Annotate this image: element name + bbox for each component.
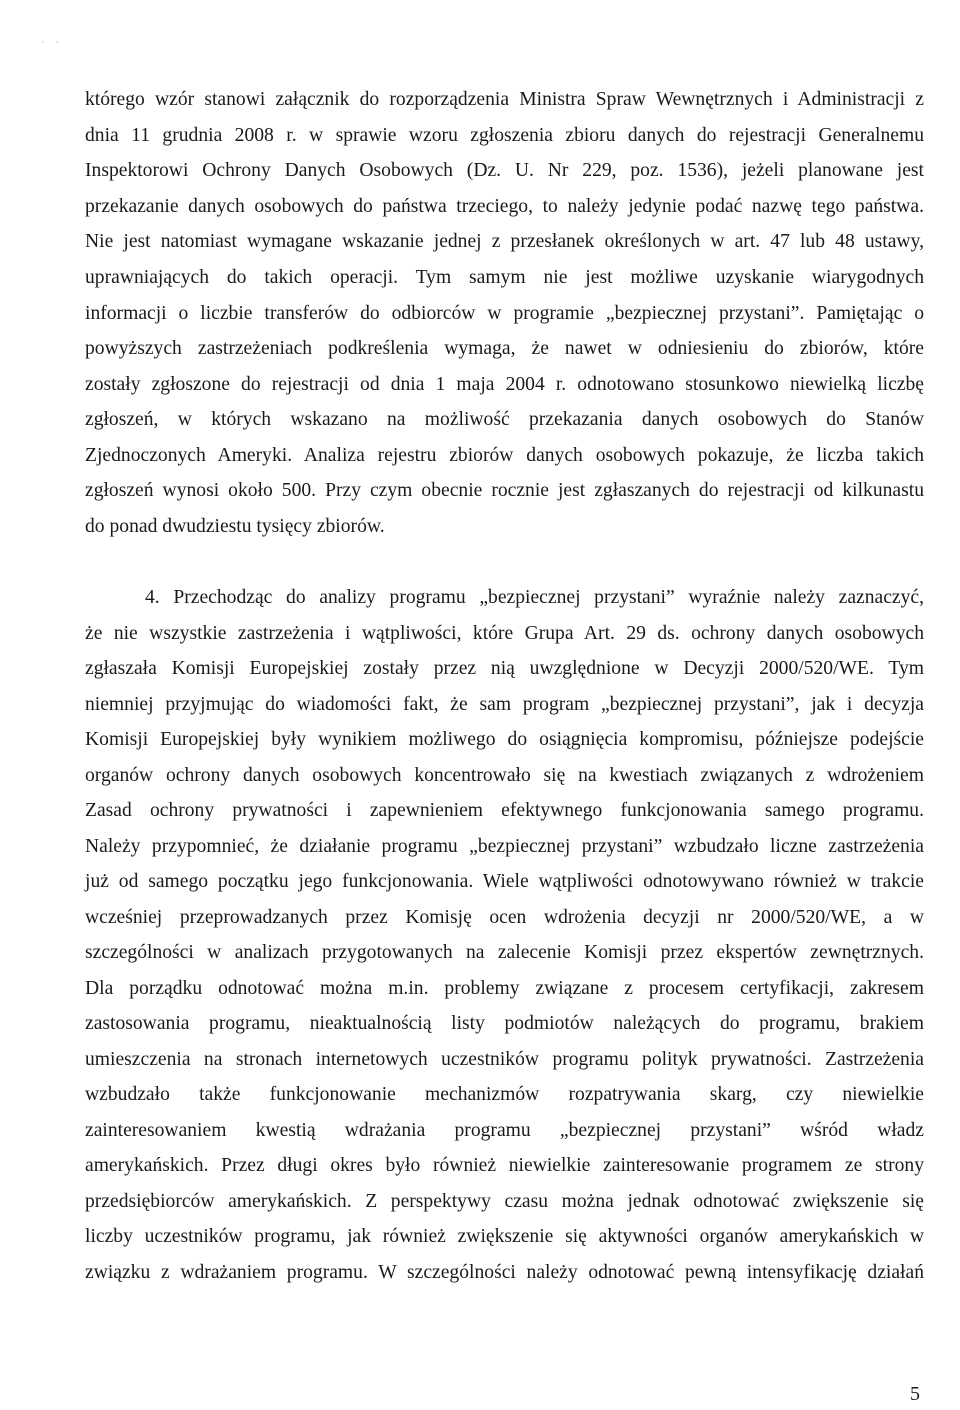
text-line: amerykańskich. Przez długi okres było również niewielkie zainteresowanie programem ze strony xyxy=(85,1155,924,1176)
text-line: zgłaszała Komisji Europejskiej zostały przez nią uwzględnione w Decyzji 2000/520/WE. Tym xyxy=(85,658,924,679)
text-line: przedsiębiorców amerykańskich. Z perspektywy czasu można jednak odnotować zwiększenie się xyxy=(85,1191,924,1212)
text-line: uprawniających do takich operacji. Tym samym nie jest możliwe uzyskanie wiarygodnych xyxy=(85,267,924,288)
text-line: zgłoszeń, w których wskazano na możliwość przekazania danych osobowych do Stanów xyxy=(85,409,924,430)
text-line: którego wzór stanowi załącznik do rozporządzenia Ministra Spraw Wewnętrznych i Administracji z xyxy=(85,89,924,110)
text-line: dnia 11 grudnia 2008 r. w sprawie wzoru zgłoszenia zbioru danych do rejestracji Generalnemu xyxy=(85,125,924,146)
text-line: Zjednoczonych Ameryki. Analiza rejestru zbiorów danych osobowych pokazuje, że liczba takich xyxy=(85,445,924,466)
text-line: Dla porządku odnotować można m.in. problemy związane z procesem certyfikacji, zakresem xyxy=(85,978,924,999)
text-line: zgłoszeń wynosi około 500. Przy czym obecnie rocznie jest zgłaszanych do rejestracji od kilkunastu xyxy=(85,480,924,501)
text-line: powyższych zastrzeżeniach podkreślenia wymaga, że nawet w odniesieniu do zbiorów, które xyxy=(85,338,924,359)
text-line: umieszczenia na stronach internetowych uczestników programu polityk prywatności. Zastrzeżenia xyxy=(85,1049,924,1070)
text-line: związku z wdrażaniem programu. W szczególności należy odnotować pewną intensyfikację działań xyxy=(85,1262,924,1283)
text-line: zainteresowaniem kwestią wdrażania programu „bezpiecznej przystani” wśród władz xyxy=(85,1120,924,1141)
text-line: zastosowania programu, nieaktualnością listy podmiotów należących do programu, brakiem xyxy=(85,1013,924,1034)
text-line: Nie jest natomiast wymagane wskazanie jednej z przesłanek określonych w art. 47 lub 48 ustawy, xyxy=(85,231,924,252)
text-line: liczby uczestników programu, jak również zwiększenie się aktywności organów amerykańskich w xyxy=(85,1226,924,1247)
text-line: Inspektorowi Ochrony Danych Osobowych (Dz. U. Nr 229, poz. 1536), jeżeli planowane jest xyxy=(85,160,924,181)
page-number: 5 xyxy=(910,1383,920,1405)
text-line: że nie wszystkie zastrzeżenia i wątpliwości, które Grupa Art. 29 ds. ochrony danych osobowych xyxy=(85,623,924,644)
text-line: do ponad dwudziestu tysięcy zbiorów. xyxy=(85,516,385,537)
text-line: 4. Przechodząc do analizy programu „bezpiecznej przystani” wyraźnie należy zaznaczyć, xyxy=(145,587,924,608)
text-line: wzbudzało także funkcjonowanie mechanizmów rozpatrywania skarg, czy niewielkie xyxy=(85,1084,924,1105)
scan-artifact-marks: ' ' xyxy=(42,40,64,51)
text-line: informacji o liczbie transferów do odbiorców w programie „bezpiecznej przystani”. Pamiętając o xyxy=(85,303,924,324)
text-line: już od samego początku jego funkcjonowania. Wiele wątpliwości odnotowywano również w trakcie xyxy=(85,871,924,892)
text-line: przekazanie danych osobowych do państwa trzeciego, to należy jedynie podać nazwę tego państwa. xyxy=(85,196,924,217)
text-line: wcześniej przeprowadzanych przez Komisję ocen wdrożenia decyzji nr 2000/520/WE, a w xyxy=(85,907,924,928)
text-line: szczególności w analizach przygotowanych na zalecenie Komisji przez ekspertów zewnętrznych. xyxy=(85,942,924,963)
text-line: Zasad ochrony prywatności i zapewnieniem efektywnego funkcjonowania samego programu. xyxy=(85,800,924,821)
text-line: organów ochrony danych osobowych koncentrowało się na kwestiach związanych z wdrożeniem xyxy=(85,765,924,786)
text-line: zostały zgłoszone do rejestracji od dnia 1 maja 2004 r. odnotowano stosunkowo niewielką liczbę xyxy=(85,374,924,395)
text-line: Komisji Europejskiej były wynikiem możliwego do osiągnięcia kompromisu, późniejsze podejście xyxy=(85,729,924,750)
text-line: niemniej przyjmując do wiadomości fakt, że sam program „bezpiecznej przystani”, jak i decyzja xyxy=(85,694,924,715)
text-line: Należy przypomnieć, że działanie programu „bezpiecznej przystani” wzbudzało liczne zastrzeżenia xyxy=(85,836,924,857)
